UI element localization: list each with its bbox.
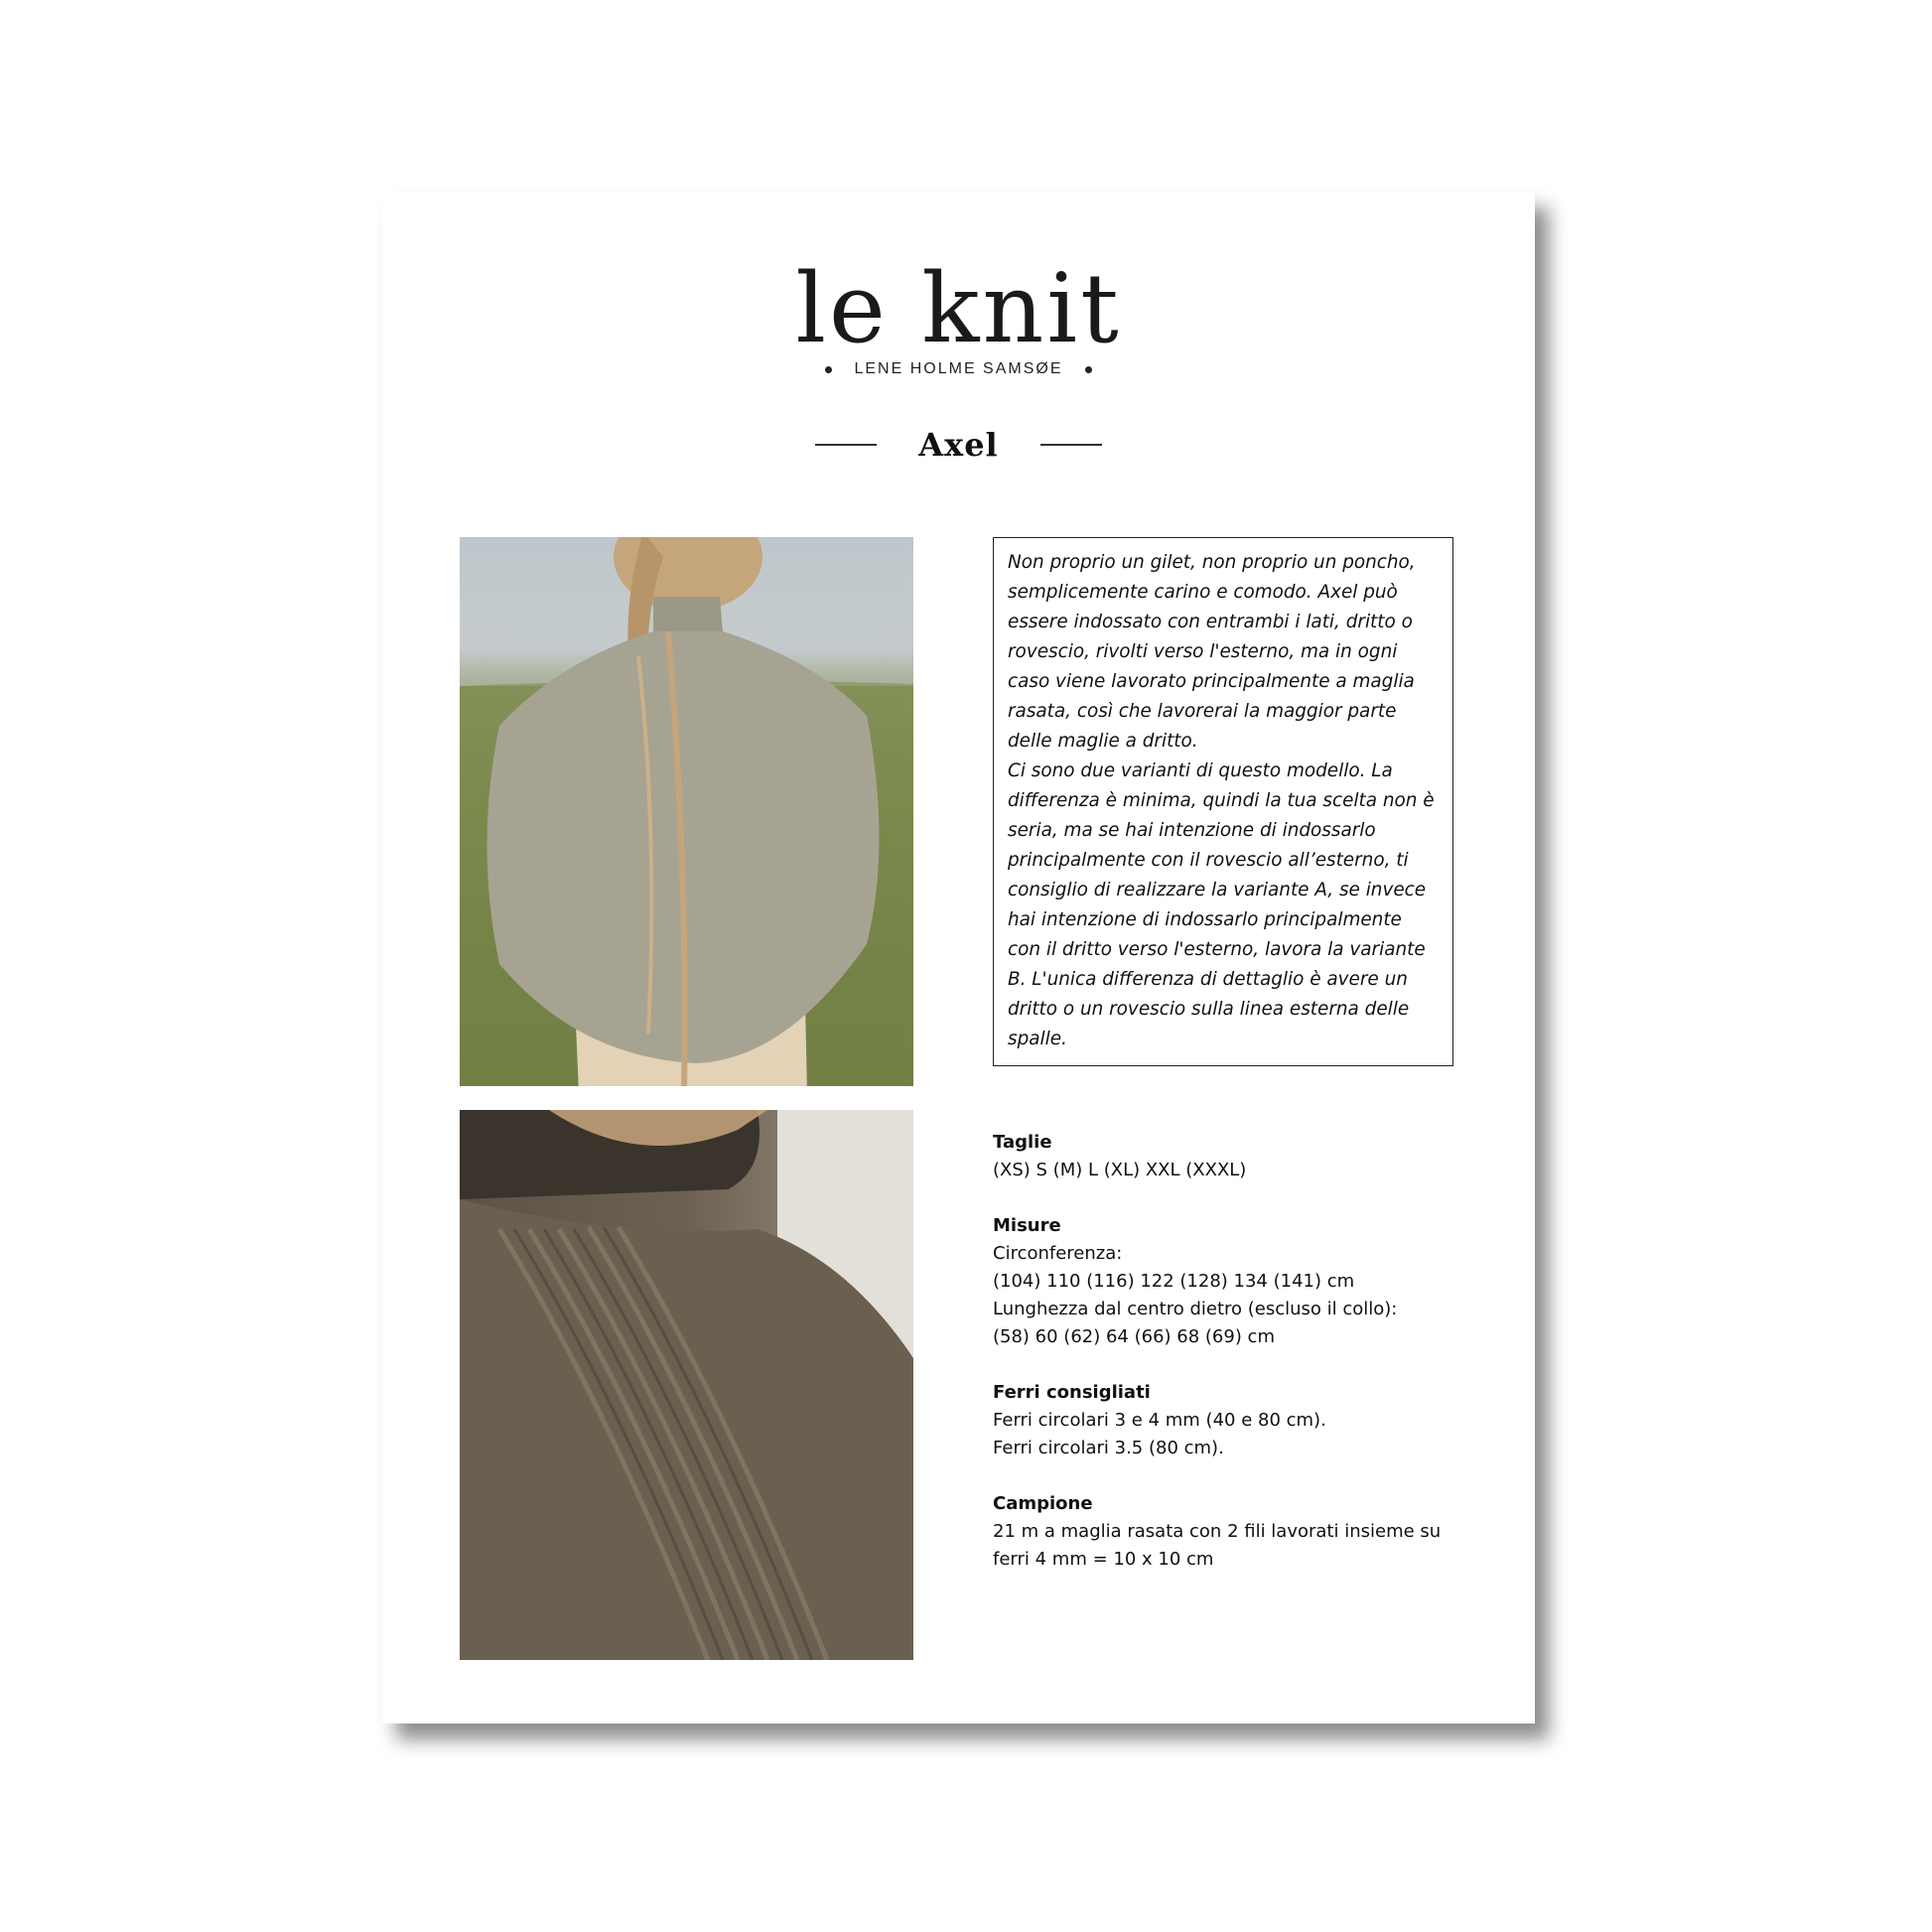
detail-photo-illustration <box>460 1110 913 1660</box>
circumference-value: (104) 110 (116) 122 (128) 134 (141) cm <box>993 1271 1355 1292</box>
gauge-heading: Campione <box>993 1493 1093 1514</box>
sizes-value: (XS) S (M) L (XL) XXL (XXXL) <box>993 1160 1247 1180</box>
gauge-line-2: ferri 4 mm = 10 x 10 cm <box>993 1549 1214 1570</box>
spec-measurements <box>993 1212 1469 1351</box>
spec-needles <box>993 1379 1469 1462</box>
length-value: (58) 60 (62) 64 (66) 68 (69) cm <box>993 1326 1275 1347</box>
designer-line <box>382 360 1535 378</box>
sizes-heading: Taglie <box>993 1132 1052 1153</box>
length-label: Lunghezza dal centro dietro (escluso il collo): <box>993 1299 1398 1319</box>
needles-line-2: Ferri circolari 3.5 (80 cm). <box>993 1438 1224 1458</box>
gauge-line-1: 21 m a maglia rasata con 2 fili lavorati insieme su <box>993 1521 1442 1542</box>
needles-heading: Ferri consigliati <box>993 1382 1151 1403</box>
title-row <box>382 426 1535 464</box>
circumference-label: Circonferenza: <box>993 1243 1123 1264</box>
description-paragraph-2: Ci sono due varianti di questo modello. La differenza è minima, quindi la tua scelta non è seria, ma se hai intenzione di indossarlo principalmente con il rovescio all’esterno, ti consiglio di realizzare la variante A, se invece hai intenzione di indossarlo principalmente con il dritto verso l'esterno, lavora la variante B. L'unica differenza di dettaglio è avere un dritto o un rovescio sulla linea esterna delle spalle. <box>1008 760 1435 1049</box>
model-photo <box>460 537 913 1086</box>
description-paragraph-1: Non proprio un gilet, non proprio un poncho, semplicemente carino e comodo. Axel può essere indossato con entrambi i lati, dritto o rovescio, rivolti verso l'esterno, ma in ogni caso viene lavorato principalmente a maglia rasata, così che lavorerai la maggior parte delle maglie a dritto. <box>1008 552 1416 752</box>
needles-line-1: Ferri circolari 3 e 4 mm (40 e 80 cm). <box>993 1410 1326 1431</box>
pattern-title: Axel <box>918 426 999 464</box>
title-rule-left <box>815 444 877 446</box>
pattern-page <box>382 192 1535 1724</box>
detail-photo <box>460 1110 913 1660</box>
bullet-dot-left <box>825 366 832 373</box>
specs-section <box>993 1129 1469 1601</box>
spec-gauge <box>993 1490 1469 1574</box>
measurements-heading: Misure <box>993 1215 1061 1236</box>
brand-logo: le knit <box>795 253 1122 364</box>
bullet-dot-right <box>1085 366 1092 373</box>
description-box <box>993 537 1453 1066</box>
spec-sizes <box>993 1129 1469 1184</box>
title-rule-right <box>1040 444 1102 446</box>
model-photo-illustration <box>460 537 913 1086</box>
designer-name: LENE HOLME SAMSØE <box>854 360 1063 377</box>
